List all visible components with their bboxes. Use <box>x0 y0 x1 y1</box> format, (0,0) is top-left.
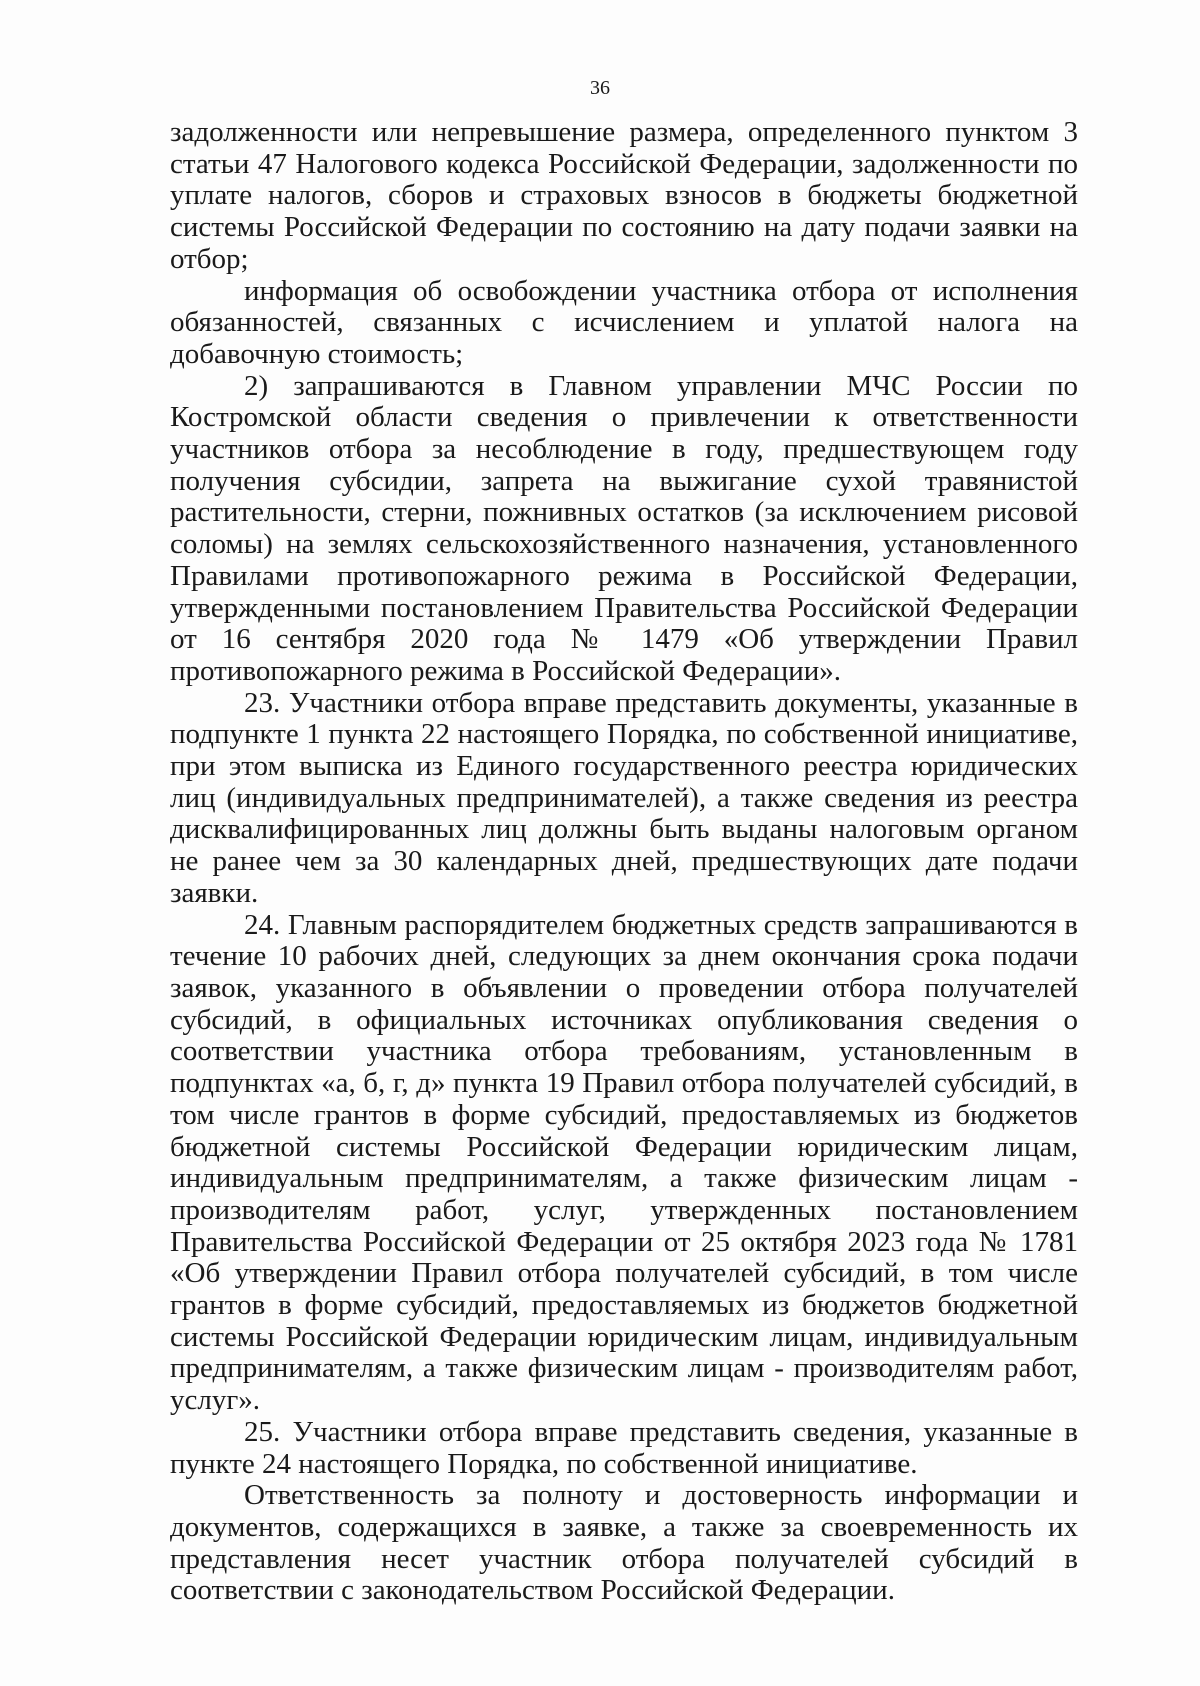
paragraph-clause-24: 24. Главным распорядителем бюджетных средств запрашиваются в течение 10 рабочих дней, следующих за днем окончания срока подачи заявок, указанного в объявлении о проведении отбора получателей субсидий, в официальных источниках опубликования сведения о соответствии участника отбора требованиям, установленным в подпунктах «а, б, г, д» пункта 19 Правил отбора получателей субсидий, в том числе грантов в форме субсидий, предоставляемых из бюджетов бюджетной системы Российской Федерации юридическим лицам, индивидуальным предпринимателям, а также физическим лицам - производителям работ, услуг, утвержденных постановлением Правительства Российской Федерации от 25 октября 2023 года № 1781 «Об утверждении Правил отбора получателей субсидий, в том числе грантов в форме субсидий, предоставляемых из бюджетов бюджетной системы Российской Федерации юридическим лицам, индивидуальным предпринимателям, а также физическим лицам - производителям работ, услуг». <box>170 908 1078 1417</box>
paragraph-responsibility: Ответственность за полноту и достоверность информации и документов, содержащихся в заявке, а также за своевременность их представления несет участник отбора получателей субсидий в соответствии с законодательством Российской Федерации. <box>170 1479 1078 1607</box>
paragraph-vat-exemption: информация об освобождении участника отбора от исполнения обязанностей, связанных с исчислением и уплатой налога на добавочную стоимость; <box>170 274 1078 370</box>
paragraph-clause-23: 23. Участники отбора вправе представить документы, указанные в подпункте 1 пункта 22 настоящего Порядка, по собственной инициативе, при этом выписка из Единого государственного реестра юридических лиц (индивидуальных предпринимателей), а также сведения из реестра дисквалифицированных лиц должны быть выданы налоговым органом не ранее чем за 30 календарных дней, предшествующих дате подачи заявки. <box>170 686 1078 909</box>
page-number: 36 <box>590 77 610 99</box>
paragraph-clause-25: 25. Участники отбора вправе представить сведения, указанные в пункте 24 настоящего Порядка, по собственной инициативе. <box>170 1415 1078 1480</box>
paragraph-item-2: 2) запрашиваются в Главном управлении МЧС России по Костромской области сведения о привлечении к ответственности участников отбора за несоблюдение в году, предшествующем году получения субсидии, запрета на выжигание сухой травянистой растительности, стерни, пожнивных остатков (за исключением рисовой соломы) на землях сельскохозяйственного назначения, установленного Правилами противопожарного режима в Российской Федерации, утвержденными постановлением Правительства Российской Федерации от 16 сентября 2020 года № 1479 «Об утверждении Правил противопожарного режима в Российской Федерации». <box>170 369 1078 687</box>
paragraph-continuation: задолженности или непревышение размера, определенного пунктом 3 статьи 47 Налогового кодекса Российской Федерации, задолженности по уплате налогов, сборов и страховых взносов в бюджеты бюджетной системы Российской Федерации по состоянию на дату подачи заявки на отбор; <box>170 116 1078 275</box>
document-body <box>170 117 1078 1607</box>
